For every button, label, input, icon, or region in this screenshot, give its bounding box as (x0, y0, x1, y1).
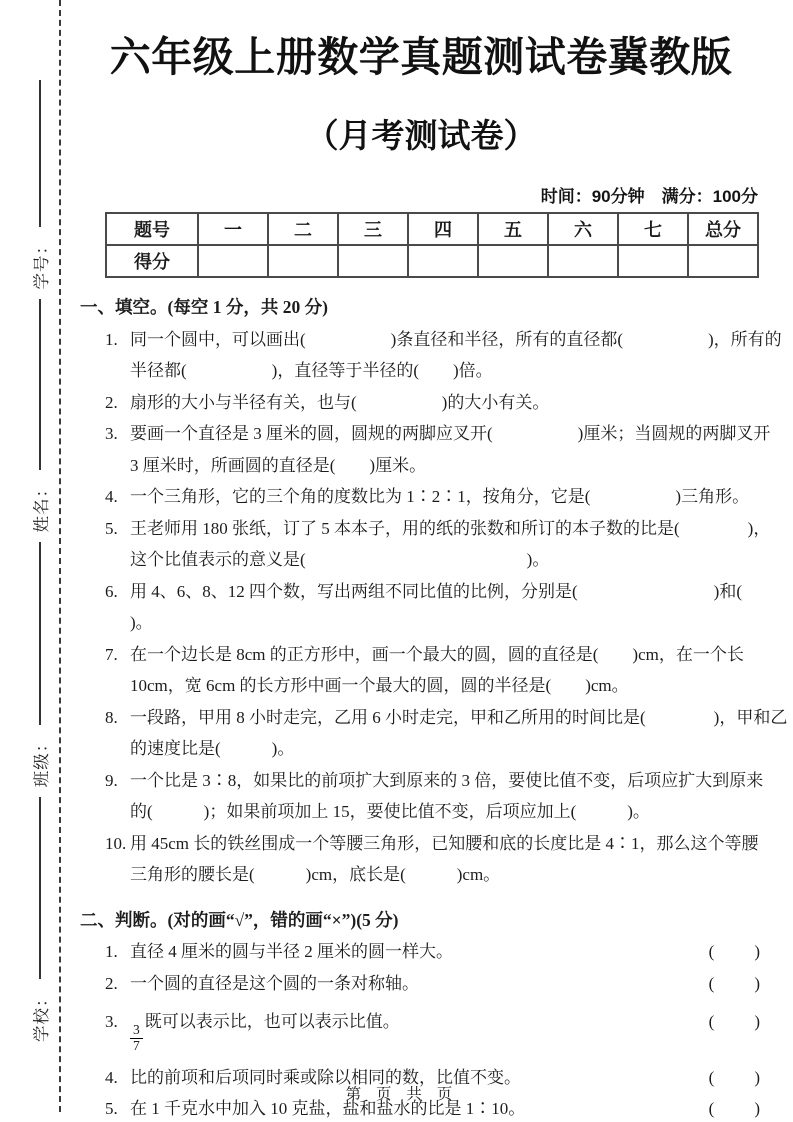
question-text: 在 1 千克水中加入 10 克盐，盐和盐水的比是 1∶10。 (130, 1099, 526, 1119)
answer-parentheses: ( ) (708, 1012, 762, 1031)
question-number: 5. (105, 1099, 118, 1119)
score-table-header-row (106, 213, 758, 245)
question-number: 3. (105, 424, 118, 443)
question-line: 半径都( )，直径等于半径的( )倍。 (130, 361, 493, 380)
school-label: 学校： (32, 989, 51, 1042)
question-line: 一个比是 3∶8，如果比的前项扩大到原来的 3 倍，要使比值不变，后项应扩大到原来 (130, 770, 764, 790)
class-label: 班级： (32, 734, 51, 788)
judge-question-1 (105, 936, 762, 968)
question-line: 这个比值表示的意义是( )。 (130, 550, 550, 569)
question-text: 直径 4 厘米的圆与半径 2 厘米的圆一样大。 (130, 942, 453, 961)
student-info-sidebar (20, 74, 60, 1046)
paper-title: 六年级上册数学真题测试卷冀教版 (109, 34, 733, 80)
name-write-line (39, 299, 41, 470)
question-number: 8. (105, 707, 118, 727)
header-cell-2: 二 (268, 213, 338, 245)
header-cell-7: 七 (618, 213, 688, 245)
question-text: 一个圆的直径是这个圆的一条对称轴。 (130, 973, 419, 993)
question-text: 比的前项和后项同时乘或除以相同的数，比值不变。 (130, 1067, 521, 1087)
question-line: 要画一个直径是 3 厘米的圆，圆规的两脚应叉开( )厘米；当圆规的两脚叉开 (130, 424, 771, 443)
name-label: 姓名： (32, 479, 51, 533)
question-text (130, 1006, 702, 1054)
paper-subtitle: （月考测试卷） (305, 117, 537, 154)
judge-question-3 (105, 999, 762, 1062)
score-cell (618, 245, 688, 277)
question-line: 用 45cm 长的铁丝围成一个等腰三角形，已知腰和底的长度比是 4∶1，那么这个等腰 (130, 833, 759, 853)
question-number: 7. (105, 644, 118, 664)
section1-heading: 一、填空。(每空 1 分，共 20 分) (80, 297, 328, 317)
fill-question-1 (105, 324, 782, 387)
answer-parentheses: ( ) (708, 973, 762, 993)
question-number: 4. (105, 487, 118, 506)
header-cell-6: 六 (548, 213, 618, 245)
score-table (105, 212, 759, 278)
question-line: )。 (130, 613, 153, 632)
question-text-rest: 既可以表示比，也可以表示比值。 (144, 1012, 400, 1031)
header-cell-5: 五 (478, 213, 548, 245)
score-cell (338, 245, 408, 277)
header-cell-question-no: 题号 (106, 213, 198, 245)
question-number: 4. (105, 1067, 118, 1087)
fill-question-9 (105, 765, 762, 828)
fill-question-4 (105, 481, 762, 513)
score-cell (268, 245, 338, 277)
question-line: 的速度比是( )。 (130, 739, 295, 758)
fraction-three-sevenths (130, 1023, 143, 1054)
question-number: 2. (105, 973, 118, 993)
question-line: 同一个圆中，可以画出( )条直径和半径，所有的直径都( )，所有的 (130, 329, 782, 349)
time-score-meta: 时间：90分钟 满分：100分 (540, 187, 758, 206)
question-line: 的( )；如果前项加上 15，要使比值不变，后项应加上( )。 (130, 802, 650, 821)
question-number: 5. (105, 518, 118, 538)
question-line: 王老师用 180 张纸，订了 5 本本子，用的纸的张数和所订的本子数的比是( )， (130, 518, 771, 538)
score-table-score-row (106, 245, 758, 277)
section1-questions (105, 324, 788, 891)
score-cell (688, 245, 758, 277)
school-write-line (39, 797, 41, 979)
fill-question-6 (105, 576, 762, 639)
answer-parentheses: ( ) (708, 1067, 762, 1087)
page-footer: 第 页 共 页 (345, 1086, 455, 1103)
question-number: 3. (105, 1012, 118, 1031)
header-cell-3: 三 (338, 213, 408, 245)
fraction-numerator: 3 (130, 1023, 143, 1039)
main-content (80, 0, 788, 1122)
student-number-label: 学号： (32, 236, 51, 290)
judge-question-2 (105, 968, 762, 1000)
score-row-label: 得分 (106, 245, 198, 277)
fill-question-3 (105, 418, 771, 481)
question-number: 10. (105, 833, 127, 853)
score-cell (478, 245, 548, 277)
question-line: 用 4、6、8、12 四个数，写出两组不同比值的比例，分别是( )和( (130, 581, 742, 601)
fill-question-8 (105, 702, 788, 765)
question-number: 1. (105, 329, 118, 349)
score-cell (548, 245, 618, 277)
question-number: 6. (105, 581, 118, 601)
question-line: 3 厘米时，所画圆的直径是( )厘米。 (130, 455, 427, 475)
question-line: 三角形的腰长是( )cm，底长是( )cm。 (130, 865, 501, 884)
fraction-denominator: 7 (133, 1037, 140, 1053)
student-number-write-line (39, 80, 41, 227)
section2-heading: 二、判断。(对的画“√”，错的画“×”)(5 分) (80, 909, 399, 930)
score-cell (198, 245, 268, 277)
question-line: 10cm，宽 6cm 的长方形中画一个最大的圆，圆的半径是( )cm。 (130, 676, 629, 695)
question-number: 2. (105, 392, 118, 412)
question-line: 一个三角形，它的三个角的度数比为 1∶2∶1，按角分，它是( )三角形。 (130, 487, 750, 506)
answer-parentheses: ( ) (708, 942, 762, 961)
answer-parentheses: ( ) (708, 1099, 762, 1119)
header-cell-1: 一 (198, 213, 268, 245)
question-number: 1. (105, 942, 118, 961)
fill-question-7 (105, 639, 762, 702)
header-cell-total: 总分 (688, 213, 758, 245)
question-number: 9. (105, 770, 118, 790)
score-cell (408, 245, 478, 277)
fill-question-2 (105, 387, 762, 419)
question-line: 在一个边长是 8cm 的正方形中，画一个最大的圆，圆的直径是( )cm，在一个长 (130, 644, 744, 664)
fill-question-5 (105, 513, 771, 576)
fill-question-10 (105, 828, 762, 891)
question-line: 一段路，甲用 8 小时走完，乙用 6 小时走完，甲和乙所用的时间比是( )，甲和乙 (130, 707, 788, 727)
question-line: 扇形的大小与半径有关，也与( )的大小有关。 (130, 392, 550, 412)
class-write-line (39, 542, 41, 724)
header-cell-4: 四 (408, 213, 478, 245)
